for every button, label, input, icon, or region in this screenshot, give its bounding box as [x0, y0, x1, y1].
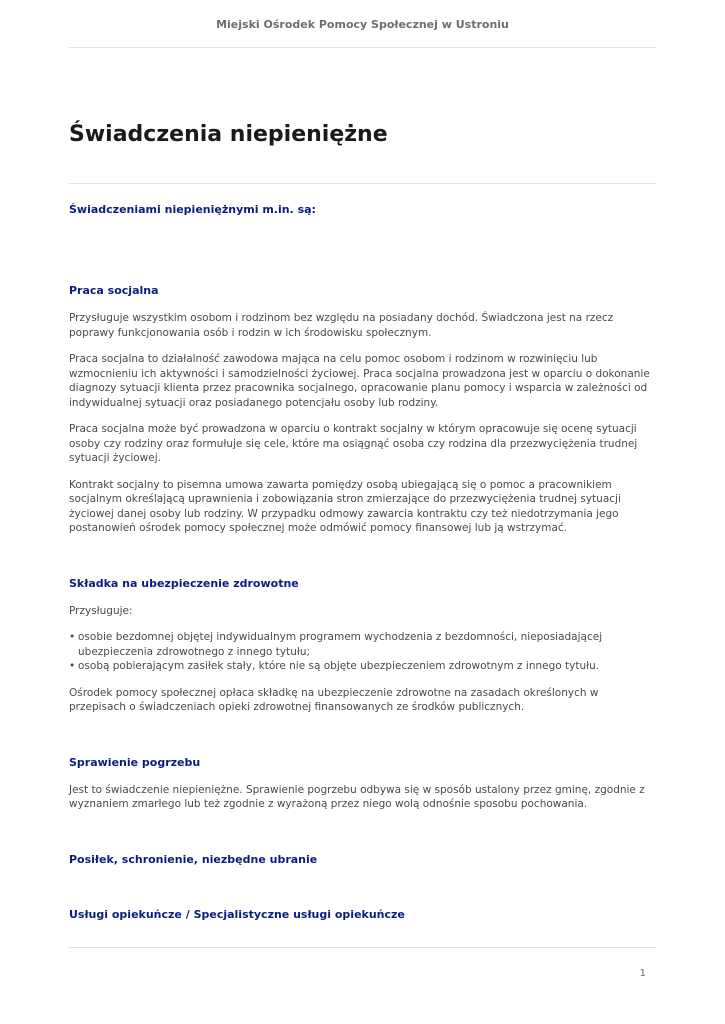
paragraph: Ośrodek pomocy społecznej opłaca składkę na ubezpieczenie zdrowotne na zasadach określonych w przepisach o świadczeniach opieki zdrowotnej finansowanych ze środków publicznych. [69, 686, 599, 713]
section-skladka-zdrowotna [69, 577, 656, 715]
section-heading: Sprawienie pogrzebu [69, 755, 201, 769]
header-divider [69, 47, 656, 48]
organization-header: Miejski Ośrodek Pomocy Społecznej w Ustroniu [216, 18, 509, 31]
document-page [69, 0, 656, 1024]
paragraph: Kontrakt socjalny to pisemna umowa zawarta pomiędzy osobą ubiegającą się o pomoc a pracownikiem socjalnym określającą uprawnienia i zobowiązania stron zmierzające do przezwyciężenia trudnej sytuacji życiowej danej osoby lub rodziny. W przypadku odmowy zawarcia kontraktu czy też niedotrzymania jego postanowień ośrodek pomocy społecznej może odmówić pomocy finansowej lub ją wstrzymać. [69, 478, 621, 534]
paragraph: Przysługuje wszystkim osobom i rodzinom bez względu na posiadany dochód. Świadczona jest na rzecz poprawy funkcjonowania osób i rodzin w ich środowisku społecznym. [69, 312, 614, 339]
title-divider [69, 183, 656, 184]
section-posilek [69, 853, 656, 867]
footer-divider [69, 947, 656, 948]
section-praca-socjalna [69, 284, 656, 536]
section-heading: Posiłek, schronienie, niezbędne ubranie [69, 852, 318, 866]
paragraph: Jest to świadczenie niepieniężne. Sprawienie pogrzebu odbywa się w sposób ustalony przez gminę, zgodnie z wyznaniem zmarłego lub też zgodnie z wyrażoną przez niego wolą odnośnie sposobu pochowania. [69, 783, 645, 810]
document-content [69, 203, 656, 935]
paragraph: Praca socjalna to działalność zawodowa mająca na celu pomoc osobom i rodzinom w rozwinięciu lub wzmocnieniu ich aktywności i samodzielności życiowej. Praca socjalna prowadzona jest w oparciu o dokonanie diagnozy sytuacji klienta przez pracownika socjalnego, opracowanie planu pomocy i wsparcia w zależności od indywidualnej sytuacji oraz posiadanego potencjału osoby lub rodziny. [69, 353, 650, 409]
list-item: • osobie bezdomnej objętej indywidualnym programem wychodzenia z bezdomności, nieposiadającej ubezpieczenia zdrowotnego z innego tytułu; [69, 630, 656, 659]
page-number: 1 [639, 968, 646, 979]
intro-heading: Świadczeniami niepieniężnymi m.in. są: [69, 203, 316, 216]
section-uslugi-opiekuncze [69, 908, 656, 922]
section-heading: Składka na ubezpieczenie zdrowotne [69, 576, 299, 590]
section-heading: Usługi opiekuńcze / Specjalistyczne usługi opiekuńcze [69, 907, 405, 921]
bullet-list [69, 630, 656, 674]
list-item: • osobą pobierającym zasiłek stały, które nie są objęte ubezpieczeniem zdrowotnym z innego tytułu. [69, 659, 656, 674]
section-heading: Praca socjalna [69, 284, 159, 297]
page-title: Świadczenia niepieniężne [69, 122, 388, 147]
section-sprawienie-pogrzebu [69, 756, 656, 812]
paragraph: Przysługuje: [69, 604, 133, 617]
paragraph: Praca socjalna może być prowadzona w oparciu o kontrakt socjalny w którym opracowuje się ocenę sytuacji osoby czy rodziny oraz formułuje się cele, które ma osiągnąć osoba czy rodzina dla przezwyciężenia trudnej sytuacji życiowej. [69, 423, 638, 464]
